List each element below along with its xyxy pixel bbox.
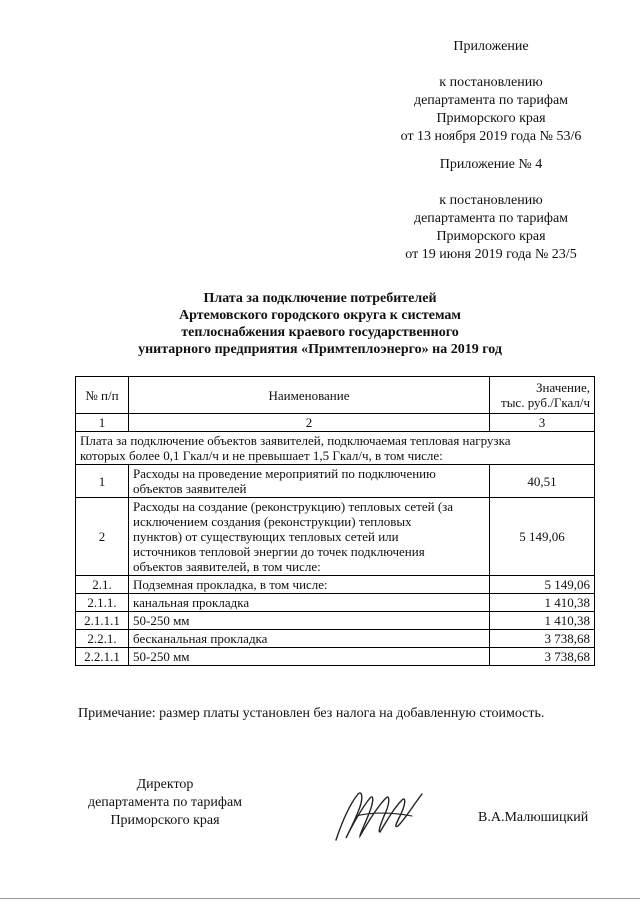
row1-value: 40,51 [490,465,595,498]
title-line4: унитарного предприятия «Примтеплоэнерго» на 2019 год [138,342,502,357]
row1-num: 1 [76,465,129,498]
header-value [490,377,595,414]
table-row [76,594,595,612]
director-line2: департамента по тарифам [87,795,243,810]
row-name: Подземная прокладка, в том числе: [129,576,490,594]
header-name: Наименование [129,377,490,414]
appendix-2-line1: к постановлению [439,193,543,208]
table-row [76,630,595,648]
appendix-2-line4: от 19 июня 2019 года № 23/5 [405,247,577,262]
row-num: 2.1. [76,576,129,594]
row-name: бесканальная прокладка [129,630,490,648]
row2-name-line1: Расходы на создание (реконструкцию) тепловых сетей (за [133,499,454,514]
row1-name-line1: Расходы на проведение мероприятий по подключению [133,466,436,481]
row-value: 1 410,38 [490,594,595,612]
index-num: 1 [76,414,129,432]
section-line1: Плата за подключение объектов заявителей, подключаемая тепловая нагрузка [80,433,511,448]
appendix-2-line3: Приморского края [436,229,546,244]
row2-name-line3: пунктов) от существующих тепловых сетей или [133,529,399,544]
appendix-2-title: Приложение № 4 [439,157,543,172]
row2-name-line2: исключением создания (реконструкции) тепловых [133,514,412,529]
appendix-1-line1: к постановлению [439,75,543,90]
title-line2: Артемовского городского округа к системам [179,308,461,323]
table-row [76,498,595,576]
row-name: 50-250 мм [129,648,490,666]
section-cell [76,432,595,465]
header-value-line2: тыс. руб./Гкал/ч [501,395,590,410]
title-line1: Плата за подключение потребителей [203,291,437,306]
director-line1: Директор [136,777,194,792]
director-line3: Приморского края [110,813,220,828]
row-value: 3 738,68 [490,630,595,648]
row-num: 2.2.1.1 [76,648,129,666]
index-value: 3 [490,414,595,432]
title-line3: теплоснабжения краевого государственного [181,325,459,340]
index-name: 2 [129,414,490,432]
row1-name [129,465,490,498]
row2-value: 5 149,06 [490,498,595,576]
row-value: 1 410,38 [490,612,595,630]
row-value: 3 738,68 [490,648,595,666]
director-block [70,776,260,830]
section-row [76,432,595,465]
table-row [76,576,595,594]
header-num: № п/п [76,377,129,414]
row-num: 2.2.1. [76,630,129,648]
appendix-1-line4: от 13 ноября 2019 года № 53/6 [400,129,582,144]
row-value: 5 149,06 [490,576,595,594]
row-num: 2.1.1.1 [76,612,129,630]
row1-name-line2: объектов заявителей [133,481,247,496]
appendix-1-line3: Приморского края [436,111,546,126]
document-title [90,290,550,358]
appendix-header-2 [396,156,586,264]
header-row [76,377,595,414]
handwritten-signature [328,782,428,844]
signer-name: В.А.Малюшицкий [478,810,589,825]
index-row [76,414,595,432]
appendix-1-title: Приложение [453,39,529,54]
row-name: канальная прокладка [129,594,490,612]
fees-table [75,376,595,666]
appendix-header-1 [396,38,586,146]
appendix-2-line2: департамента по тарифам [413,211,569,226]
row-name: 50-250 мм [129,612,490,630]
page-edge-line [0,898,640,899]
appendix-1-line2: департамента по тарифам [413,93,569,108]
header-value-line1: Значение, [536,380,590,395]
row-num: 2.1.1. [76,594,129,612]
footnote: Примечание: размер платы установлен без налога на добавленную стоимость. [78,706,545,721]
section-line2: которых более 0,1 Гкал/ч и не превышает 1,5 Гкал/ч, в том числе: [80,448,443,463]
table-row [76,648,595,666]
table-row [76,465,595,498]
row2-name-line4: источников тепловой энергии до точек подключения [133,544,425,559]
row2-num: 2 [76,498,129,576]
row2-name [129,498,490,576]
row2-name-line5: объектов заявителей, в том числе: [133,559,321,574]
table-row [76,612,595,630]
